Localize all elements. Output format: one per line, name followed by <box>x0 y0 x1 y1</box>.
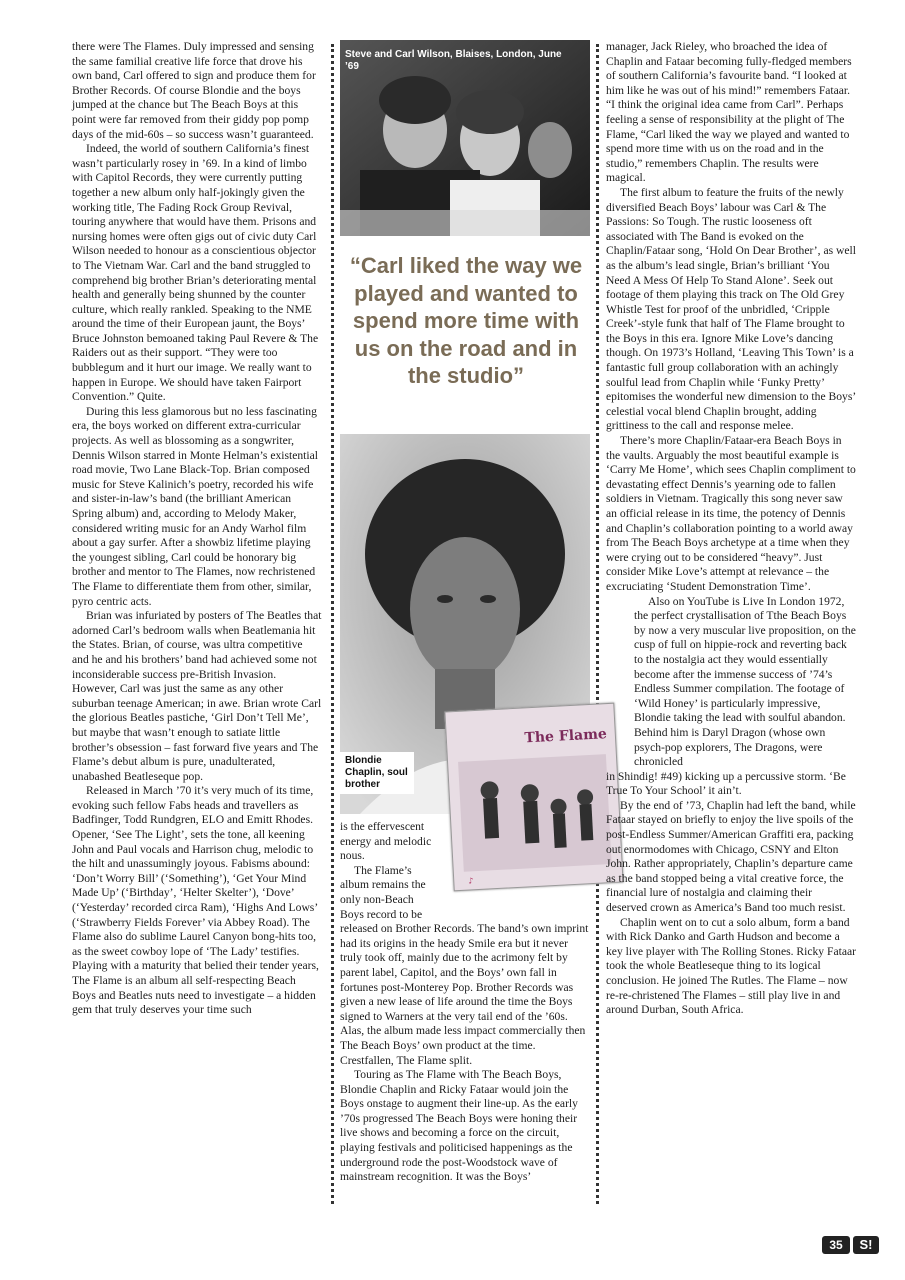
magazine-logo: S! <box>853 1236 879 1254</box>
pull-quote: “Carl liked the way we played and wanted to spend more time with us on the road and in the studio” <box>349 253 583 388</box>
paragraph: in Shindig! #49) kicking up a percussive storm. ‘Be True To Your School’ it ain’t. <box>606 769 846 798</box>
svg-text:♪: ♪ <box>468 876 474 886</box>
paragraph: there were The Flames. Duly impressed and sensing the same familial creative life force that drove his own band, Carl offered to sign and produce them for Brother Records. Of course Blondie and the boys jumped at the chance but The Beach Boys at this point were far removed from their giddy pop pomp days of the mid-60s – so success wasn’t guaranteed. <box>72 40 316 141</box>
paragraph: Chaplin went on to cut a solo album, form a band with Rick Danko and Garth Hudson and become a key live player with The Rolling Stones. Ricky Fataar took the whole Beatleseque thing to its logical conclusion. He joined The Rutles. The Flame – now re-re-christened The Flames – still play live in and around Durban, South Africa. <box>606 915 856 1017</box>
paragraph: is the effervescent energy and melodic nous. <box>340 820 432 863</box>
paragraph: Touring as The Flame with The Beach Boys, Blondie Chaplin and Ricky Fataar would join the Boys onstage to augment their line-up. As the early ’70s progressed The Beach Boys were honing their live shows and becoming a force on the circuit, playing festivals and politicised happenings as the underground rode the post-Woodstock wave of mainstream recognition. It was the Boys’ <box>340 1068 578 1184</box>
paragraph: manager, Jack Rieley, who broached the idea of Chaplin and Fataar becoming fully-fledged members of southern California’s favourite band. “I looked at him like he was out of his mind!” remembers Fataar. “I think the original idea came from Carl”. Perhaps feeling a sense of responsibility at the plight of The Flame, “Carl liked the way we played and wanted to spend more time with us on the road and in the studio,” remembers Chaplin. The results were magical. <box>606 40 852 185</box>
paragraph: The first album to feature the fruits of the newly diversified Beach Boys’ labour was Carl & The Passions: So Tough. The rustic looseness oft associated with The Band is evoked on the Chaplin/Fataar song, ‘Hold On Dear Brother’, as well as the album’s lead single, Brian’s brilliant ‘You Need A Mess Of Help To Stand Alone’. Seek out footage of them playing this track on The Old Grey Whistle Test for proof of the unbridled, ‘Cripple Creek’-style funk that half of The Flame brought to the Boys in this era. Ignore Mike Love’s dancing though. On 1973’s Holland, ‘Leaving This Town’ is a fantastic full group collaboration with an achingly soulful lead from Chaplin while ‘Funky Pretty’ epitomises the wonderful new dimension to the Boys’ celestial vocal blend Chaplin brought, adding grittiness to the call and response melee. <box>606 185 856 433</box>
article-column-1 <box>72 40 322 1018</box>
paragraph: During this less glamorous but no less fascinating era, the boys worked on different extra-curricular projects. As well as blossoming as a songwriter, Dennis Wilson starred in Monte Helman’s existential road movie, Two Lane Black-Top. Brian composed music for Steve Kalinich’s poetry, recorded his wife and sister-in-law’s band (the brilliant American Spring album) and, according to Melody Maker, considered writing music for an Andy Warhol film about a gay surfer. After a showbiz lifetime playing the youngest sibling, Carl could be honorary big brother and mentor to The Flames, now rechristened The Flame to differentiate them from other, similar, pyro centric acts. <box>72 404 318 608</box>
column-divider <box>331 44 334 1204</box>
page-number: 35 <box>822 1236 850 1254</box>
paragraph: The Flame’s album remains the only non-Beach Boys record to be <box>340 863 426 921</box>
paragraph: released on Brother Records. The band’s own imprint had its origins in the heady Smile era but it never truly took off, mainly due to the acrimony felt by parent label, Capitol, and the Boys’ own fall in fortunes post-Monterey Pop. Brother Records was given a new lease of life around the time the Boys signed to Warners at the very tail end of the ’60s. Alas, the album made less impact commercially then The Beach Boys’ own product at the time. Crestfallen, The Flame split. <box>340 922 589 1067</box>
paragraph: Indeed, the world of southern California’s finest wasn’t particularly rosey in ’69. In a kind of limbo with Capitol Records, they were currently putting together a new album only half-jokingly given the working title, The Fading Rock Group Revival, touring anywhere that would have them. Prisons and nursing homes were often gigs out of civic duty Carl Wilson needed to honour as a conscientious objector to The Vietnam War. Carl and the band struggled to comprehend big brother Brian’s deteriorating mental health and generally being shunned by the counter culture, which really rankled. Speaking to the NME around the time of their European jaunt, the Boys’ Bruce Johnston bemoaned taking Paul Revere & The Raiders out as their support. “They were too bubblegum and it hurt our image. We really want to happen in Europe. We should have taken Fairport Convention.” Quite. <box>72 142 319 404</box>
article-column-2 <box>340 820 590 1185</box>
photo-wilson-brothers <box>340 40 590 236</box>
paragraph: There’s more Chaplin/Fataar-era Beach Boys in the vaults. Arguably the most beautiful example is ‘Carry Me Home’, which sees Chaplin compliment to devastating effect Dennis’s yearning ode to fallen soldiers in Vietnam. Tragically this song never saw an official release in its time, the potency of Dennis and Chaplin’s collaboration pointing to a world away from The Beach Boys archetype at a time when they were crying out to be considered “heavy”. Just consider Mike Love’s attempt at relevance – the excruciating ‘Student Demonstration Time’. <box>606 434 856 593</box>
photo-caption: Blondie Chaplin, soul brother <box>340 752 414 794</box>
column-divider <box>596 44 599 1204</box>
paragraph: Brian was infuriated by posters of The Beatles that adorned Carl’s bedroom walls when Beatlemania hit the States. Brian, of course, was ultra competitive and he and his brothers’ band had achieved some not inconsiderable success pre-British Invasion. However, Carl was just the same as any other suburban teenage American; in awe. Brian wrote Carl the glorious Beatles pastiche, ‘Girl Don’t Tell Me’, but maybe that wasn’t enough to satiate little brother’s obsession – fast forward five years and The Flame’s debut album is pure, unadulterated, unabashed Beatleseque pop. <box>72 609 322 783</box>
paragraph: By the end of ’73, Chaplin had left the band, while Fataar stayed on briefly to enjoy the live spoils of the post-Endless Summer/American Graffiti era, packing out enormodomes with Chicago, CSNY and Elton John. Rather appropriately, Chaplin’s departure came as the band stopped being a vital creative force, the financial lure of nostalgia and claiming their deserved crown as America’s Band too much resist. <box>606 798 856 915</box>
photo-caption: Steve and Carl Wilson, Blaises, London, June ’69 <box>345 49 562 72</box>
article-column-3 <box>606 40 856 1018</box>
album-title: The Flame <box>524 726 608 747</box>
paragraph: Released in March ’70 it’s very much of its time, evoking such fellow Fabs heads and travellers as Badfinger, Todd Rundgren, ELO and Emitt Rhodes. Opener, ‘See The Light’, sets the tone, all keening John and Paul vocals and Harrison chug, melodic to the hilt and unassumingly joyous. Fabisms abound: ‘Don’t Worry Bill’ (‘Something’), ‘Get Your Mind Made Up’ (‘Birthday’, ‘Helter Skelter’), ‘Dove’ (‘Yesterday’ recorded circa Ram), ‘Highs And Lows’ (‘Strawberry Fields Forever’ via Abbey Road). The Flame also do sublime Laurel Canyon bong-hits too, as the sweet cowboy lope of ‘The Lady’ testifies. Playing with a maturity that belied their tender years, The Flame is an album all self-respecting Beach Boys and Beatles nuts need to investigate – a hidden gem that truly deserves your time such <box>72 784 319 1017</box>
paragraph: Also on YouTube is Live In London 1972, the perfect crystallisation of Tthe Beach Boys by now a very muscular live proposition, on the cusp of full on hippie-rock and reverting back to the nostalgia act they would essentially become after the immense success of ’74’s Endless Summer compilation. The footage of ‘Wild Honey’ is particularly impressive, Blondie taking the lead with soulful abandon. Behind him is Daryl Dragon (whose own psych-pop explorers, The Dragons, were chronicled <box>634 594 856 769</box>
